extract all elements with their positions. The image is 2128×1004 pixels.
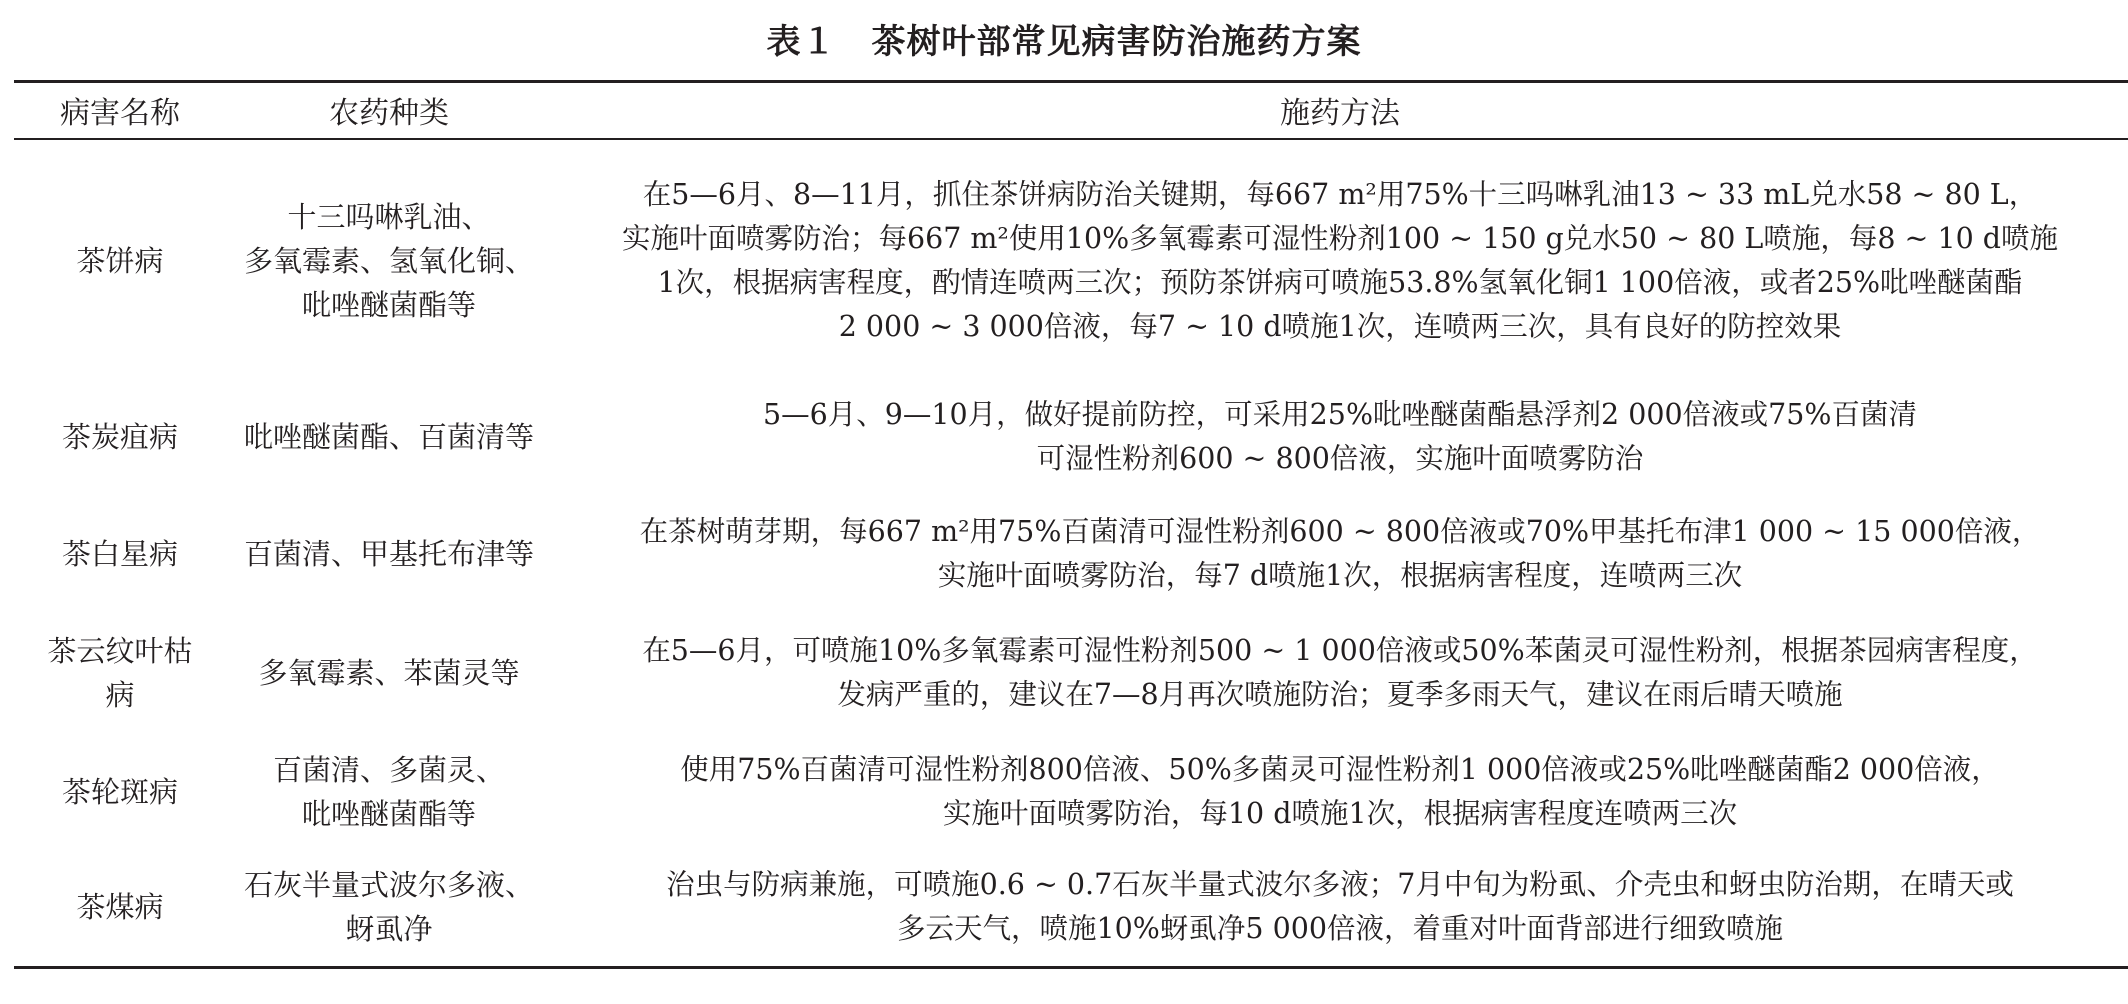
table-row-5-method: 治虫与防病兼施，可喷施0.6 ~ 0.7石灰半量式波尔多液；7月中旬为粉虱、介壳虫和蚜虫防治期，在晴天或 多云天气，喷施10%蚜虱净5 000倍液，着重对叶面背部进行细致喷施: [666, 868, 2014, 945]
header-pesticide-type: 农药种类: [329, 96, 449, 131]
table-row-0-pesticides: 十三吗啉乳油、 多氧霉素、氢氧化铜、 吡唑醚菌酯等: [243, 200, 534, 322]
table-row-4-pesticides: 百菌清、多菌灵、 吡唑醚菌酯等: [272, 753, 505, 831]
table-row-5-disease: 茶煤病: [76, 890, 164, 924]
table-row-2-method: 在茶树萌芽期，每667 m²用75%百菌清可湿性粉剂600 ~ 800倍液或70%甲基托布津1 000 ~ 15 000倍液， 实施叶面喷雾防治，每7 d喷施1次，根据病害程度，连喷两三次: [639, 515, 2041, 592]
table-bottom-rule: [14, 966, 2128, 969]
table-header-rule: [14, 138, 2128, 140]
header-disease-name: 病害名称: [60, 96, 180, 131]
table-row-4-method: 使用75%百菌清可湿性粉剂800倍液、50%多菌灵可湿性粉剂1 000倍液或25%吡唑醚菌酯2 000倍液， 实施叶面喷雾防治，每10 d喷施1次，根据病害程度连喷两三次: [680, 753, 2000, 830]
table-row-3-disease: 茶云纹叶枯 病: [47, 634, 193, 712]
table-row-4-disease: 茶轮斑病: [61, 775, 178, 809]
table-top-rule: [14, 80, 2128, 83]
table-row-5-pesticides: 石灰半量式波尔多液、 蚜虱净: [243, 868, 534, 946]
table-row-3-method: 在5—6月，可喷施10%多氧霉素可湿性粉剂500 ~ 1 000倍液或50%苯菌灵可湿性粉剂，根据茶园病害程度， 发病严重的，建议在7—8月再次喷施防治；夏季多雨天气，建议在雨后晴天喷施: [642, 634, 2038, 711]
table-row-3-pesticides: 多氧霉素、苯菌灵等: [258, 656, 520, 690]
table-row-1-pesticides: 吡唑醚菌酯、百菌清等: [243, 420, 534, 454]
table-row-2-pesticides: 百菌清、甲基托布津等: [243, 537, 534, 571]
table-row-1-disease: 茶炭疽病: [61, 420, 178, 454]
table-row-0-method: 在5—6月、8—11月，抓住茶饼病防治关键期，每667 m²用75%十三吗啉乳油13 ~ 33 mL兑水58 ~ 80 L， 实施叶面喷雾防治；每667 m²使用10%多氧霉素可湿性粉剂100 ~ 150 g兑水50 ~ 80 L喷施，每8 ~ 10 d喷施 1次，根据病害程度，酌情连喷两三次；预防茶饼病可喷施53.8%氢氧化铜1 100倍液，或者25%吡唑醚菌酯 2 000 ~ 3 000倍液，每7 ~ 10 d喷施1次，连喷两三次，具有良好的防控效果: [621, 178, 2059, 343]
table-row-2-disease: 茶白星病: [61, 537, 178, 571]
table-row-1-method: 5—6月、9—10月，做好提前防控，可采用25%吡唑醚菌酯悬浮剂2 000倍液或75%百菌清 可湿性粉剂600 ~ 800倍液，实施叶面喷雾防治: [763, 398, 1917, 475]
table-title: 表１ 茶树叶部常见病害防治施药方案: [766, 22, 1362, 62]
header-application-method: 施药方法: [1280, 96, 1400, 131]
table-row-0-disease: 茶饼病: [76, 244, 164, 278]
